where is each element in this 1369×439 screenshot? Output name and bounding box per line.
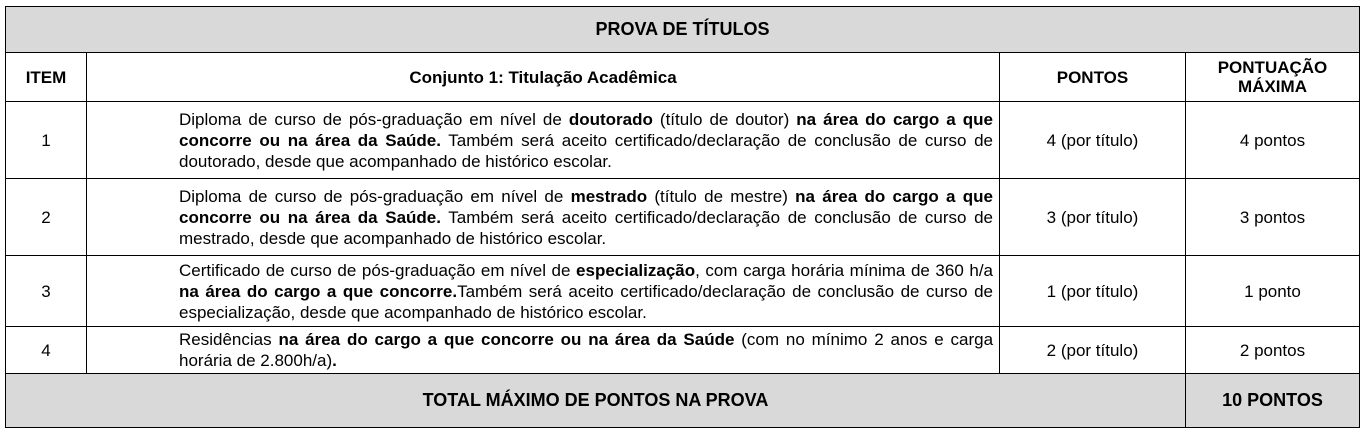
row-description <box>87 327 1000 374</box>
description-segment: (com no mínimo 2 anos e carga horária de 2.800h/a) <box>179 330 994 370</box>
header-pontos: PONTOS <box>1000 53 1186 102</box>
row-description <box>87 179 1000 256</box>
row-item: 3 <box>6 256 87 327</box>
row-max: 2 pontos <box>1186 327 1360 374</box>
total-value: 10 PONTOS <box>1186 374 1360 428</box>
description-bold-segment: na área do cargo a que concorre ou na área da Saúde. <box>179 109 993 150</box>
description-segment: (título de mestre) <box>647 186 796 206</box>
description-segment: Residências <box>179 330 279 349</box>
row-pontos: 2 (por título) <box>1000 327 1186 374</box>
row-max: 1 ponto <box>1186 256 1360 327</box>
description-bold-segment: mestrado <box>570 186 648 206</box>
row-max: 4 pontos <box>1186 102 1360 179</box>
row-description-text <box>179 107 993 174</box>
table-row <box>6 179 1360 256</box>
total-label: TOTAL MÁXIMO DE PONTOS NA PROVA <box>6 374 1186 428</box>
header-conjunto: Conjunto 1: Titulação Acadêmica <box>87 53 1000 102</box>
row-pontos: 4 (por título) <box>1000 102 1186 179</box>
description-segment: , com carga horária mínima de 360 h/a <box>695 260 993 280</box>
prova-de-titulos-table <box>5 6 1360 428</box>
row-description-text <box>179 184 993 251</box>
row-item: 4 <box>6 327 87 374</box>
table-row <box>6 256 1360 327</box>
header-pontuacao-maxima <box>1186 53 1360 102</box>
table-row <box>6 102 1360 179</box>
description-segment: Também será aceito certificado/declaração de conclusão de curso de doutorado, desde que acompanhado de histórico escolar. <box>179 130 993 171</box>
description-bold-segment: na área do cargo a que concorre. <box>179 281 458 301</box>
header-pontuacao-line1: PONTUAÇÃO <box>1217 58 1328 77</box>
description-bold-segment: . <box>332 351 337 370</box>
table-title: PROVA DE TÍTULOS <box>6 7 1360 53</box>
row-max: 3 pontos <box>1186 179 1360 256</box>
description-segment: Diploma de curso de pós-graduação em nível de <box>179 109 569 129</box>
description-segment: (título de doutor) <box>652 109 797 129</box>
row-pontos: 3 (por título) <box>1000 179 1186 256</box>
header-pontuacao-line2: MÁXIMA <box>1238 77 1307 96</box>
row-description <box>87 256 1000 327</box>
description-segment: Também será aceito certificado/declaração de conclusão de curso de mestrado, desde que acompanhado de histórico escolar. <box>179 207 993 248</box>
table-row <box>6 327 1360 374</box>
description-bold-segment: doutorado <box>568 109 653 129</box>
row-item: 2 <box>6 179 87 256</box>
header-item: ITEM <box>6 53 87 102</box>
row-description-text <box>179 327 993 373</box>
description-bold-segment: na área do cargo a que concorre ou na área da Saúde. <box>179 186 993 227</box>
description-bold-segment: especialização <box>576 260 696 280</box>
description-segment: Diploma de curso de pós-graduação em nível de <box>179 186 571 206</box>
row-description <box>87 102 1000 179</box>
row-description-text <box>179 258 993 325</box>
description-segment: Também será aceito certificado/declaração de conclusão de curso de especialização, desde que acompanhado de histórico escolar. <box>179 281 994 322</box>
description-bold-segment: na área do cargo a que concorre ou na área da Saúde <box>278 330 735 349</box>
description-segment: Certificado de curso de pós-graduação em nível de <box>179 260 577 280</box>
row-item: 1 <box>6 102 87 179</box>
row-pontos: 1 (por título) <box>1000 256 1186 327</box>
